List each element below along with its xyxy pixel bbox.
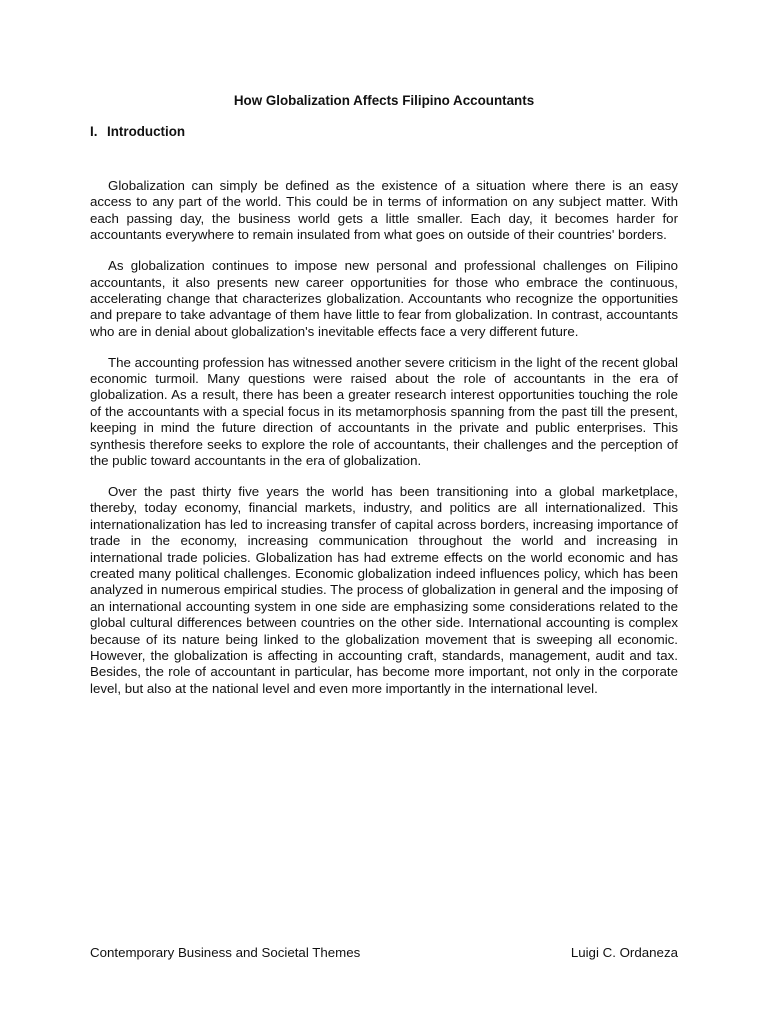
document-title: How Globalization Affects Filipino Accountants xyxy=(233,93,535,108)
footer-course-title: Contemporary Business and Societal Themes xyxy=(90,945,361,960)
body-text xyxy=(90,178,678,712)
section-heading-text: Introduction xyxy=(107,124,186,139)
section-number: I. xyxy=(90,124,98,139)
section-heading xyxy=(90,123,185,141)
paragraph: As globalization continues to impose new personal and professional challenges on Filipino accountants, it also presents new career opportunities for those who embrace the continuous, accelerating change that characterizes globalization. Accountants who recognize the opportunities and prepare to take advantage of them have little to fear from globalization. In contrast, accountants who are in denial about globalization's inevitable effects face a very different future. xyxy=(90,258,678,339)
paragraph: The accounting profession has witnessed another severe criticism in the light of the recent global economic turmoil. Many questions were raised about the role of accountants in the era of globalization. As a result, there has been a greater research interest opportunities touching the role of the accountants with a special focus in its metamorphosis spanning from the past till the present, keeping in mind the future direction of accountants in the private and public enterprises. This synthesis therefore seeks to explore the role of accountants, their challenges and the perception of the public toward accountants in the era of globalization. xyxy=(90,354,678,469)
footer-author: Luigi C. Ordaneza xyxy=(570,945,678,960)
paragraph: Globalization can simply be defined as the existence of a situation where there is an easy access to any part of the world. This could be in terms of information on any subject matter. With each passing day, the business world gets a little smaller. Each day, it becomes harder for accountants everywhere to remain insulated from what goes on outside of their countries' borders. xyxy=(90,178,678,243)
paragraph: Over the past thirty five years the world has been transitioning into a global marketplace, thereby, today economy, financial markets, industry, and politics are all internationalized. This internationalization has led to increasing transfer of capital across borders, increasing importance of trade in the economy, increasing communication throughout the world and increasing in international trade policies. Globalization has had extreme effects on the world economic and has created many political challenges. Economic globalization indeed influences policy, which has been analyzed in numerous empirical studies. The process of globalization in general and the imposing of an international accounting system in one side are emphasizing some considerations related to the global cultural differences between countries on the other side. International accounting is complex because of its nature being linked to the globalization movement that is sweeping all economic. However, the globalization is affecting in accounting craft, standards, management, audit and tax. Besides, the role of accountant in particular, has become more important, not only in the corporate level, but also at the national level and even more importantly in the international level. xyxy=(90,484,678,696)
